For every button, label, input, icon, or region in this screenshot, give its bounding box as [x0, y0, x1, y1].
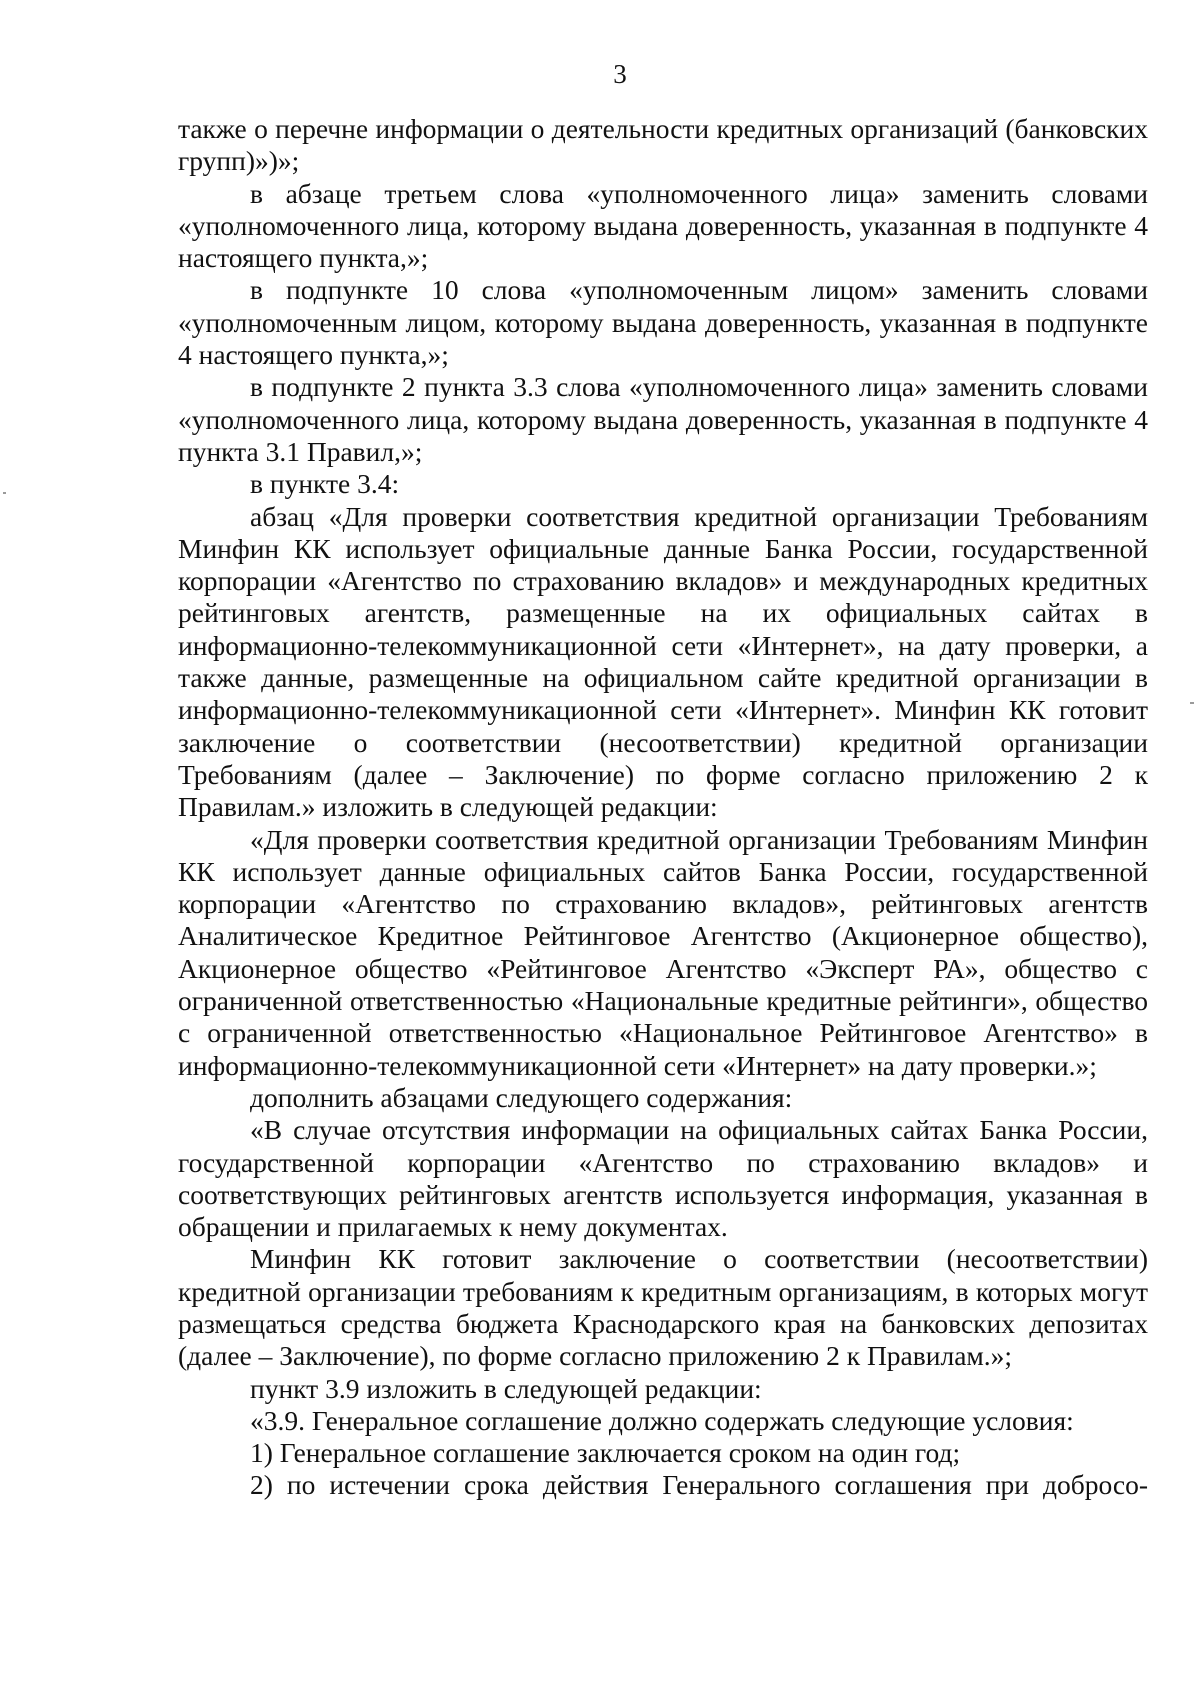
list-item: 2) по истечении срока действия Генерального соглашения при добросо-: [250, 1469, 1148, 1501]
scan-mark-right: [1190, 702, 1194, 704]
paragraph: абзац «Для проверки соответствия кредитной организации Требованиям Минфин КК использует официальные данные Банка России, государственной корпорации «Агентство по страхованию вкладов» и международных кредитных рейтинговых агентств, размещенные на их официальных сайтах в информационно-телекоммуникационной сети «Интернет», на дату проверки, а также данные, размещенные на официальном сайте кредитной организации в информационно-телекоммуникационной сети «Интернет». Минфин КК готовит заключение о соответствии (несоответствии) кредитной организации Требованиям (далее – Заключение) по форме согласно приложению 2 к Правилам.» изложить в следующей редакции:: [178, 500, 1148, 823]
document-body: [178, 113, 1148, 1502]
paragraph: дополнить абзацами следующего содержания:: [250, 1081, 793, 1113]
paragraph: в подпункте 10 слова «уполномоченным лицом» заменить словами «уполномоченным лицом, которому выдана доверенность, указанная в подпункте 4 настоящего пункта,»;: [178, 274, 1148, 371]
paragraph: также о перечне информации о деятельности кредитных организаций (банковских групп)»)»;: [178, 113, 1148, 177]
paragraph: Минфин КК готовит заключение о соответствии (несоответствии) кредитной организации требованиям к кредитным организациям, в которых могут размещаться средства бюджета Краснодарского края на банковских депозитах (далее – Заключение), по форме согласно приложению 2 к Правилам.»;: [178, 1243, 1148, 1372]
paragraph: в пункте 3.4:: [250, 468, 400, 500]
paragraph: пункт 3.9 изложить в следующей редакции:: [250, 1372, 762, 1404]
scan-mark-left: [3, 492, 6, 494]
paragraph: «Для проверки соответствия кредитной организации Требованиям Минфин КК использует данные официальных сайтов Банка России, государственной корпорации «Агентство по страхованию вкладов», рейтинговых агентств Аналитическое Кредитное Рейтинговое Агентство (Акционерное общество), Акционерное общество «Рейтинговое Агентство «Эксперт РА», общество с ограниченной ответственностью «Национальные кредитные рейтинги», общество с ограниченной ответственностью «Национальное Рейтинговое Агентство» в информационно-телекоммуникационной сети «Интернет» на дату проверки.»;: [178, 823, 1148, 1081]
list-item: 1) Генеральное соглашение заключается сроком на один год;: [250, 1437, 961, 1469]
paragraph: в подпункте 2 пункта 3.3 слова «уполномоченного лица» заменить словами «уполномоченного лица, которому выдана доверенность, указанная в подпункте 4 пункта 3.1 Правил,»;: [178, 371, 1148, 467]
page-number: 3: [613, 59, 627, 89]
paragraph: «В случае отсутствия информации на официальных сайтах Банка России, государственной корпорации «Агентство по страхованию вкладов» и соответствующих рейтинговых агентств используется информация, указанная в обращении и прилагаемых к нему документах.: [178, 1114, 1148, 1243]
paragraph: в абзаце третьем слова «уполномоченного лица» заменить словами «уполномоченного лица, которому выдана доверенность, указанная в подпункте 4 настоящего пункта,»;: [178, 177, 1148, 274]
paragraph: «3.9. Генеральное соглашение должно содержать следующие условия:: [250, 1404, 1074, 1436]
